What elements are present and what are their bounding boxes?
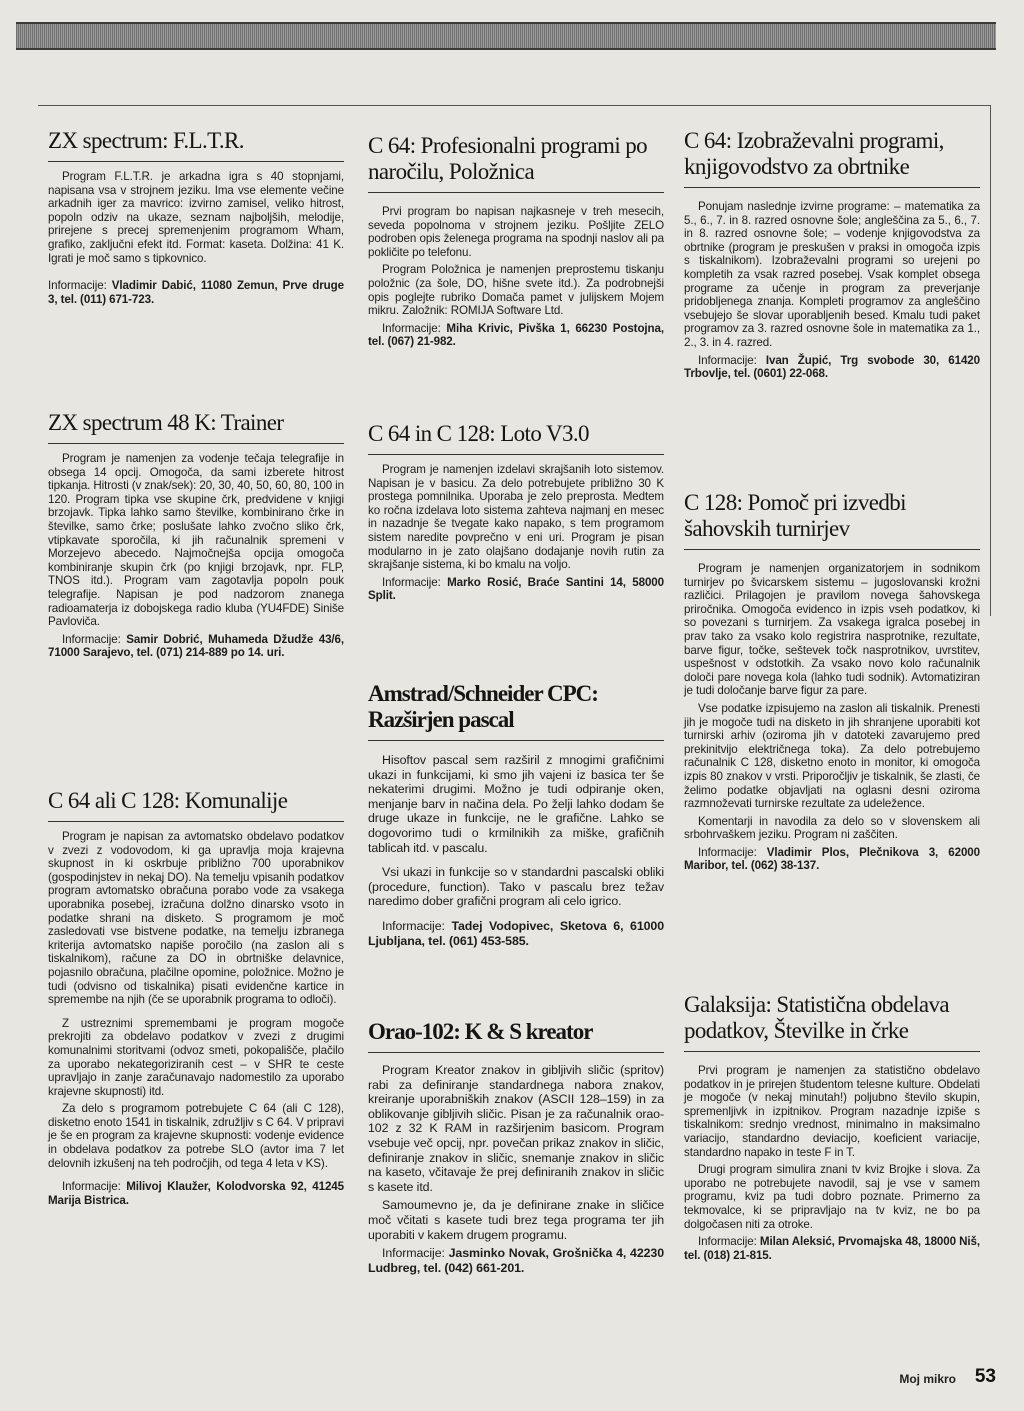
- article-paragraph: Drugi program simulira znani tv kviz Brojke i slova. Za uporabo ne potrebujete navodil, saj je vse v samem programu, kviz pa tudi dobro poznate. Primerno za tekmovalce, ki se pripravljajo na tv kviz, ne bo pa dolgočasen niti za otroke.: [684, 1163, 980, 1231]
- article-body: [368, 753, 664, 948]
- article-info: [48, 279, 344, 306]
- article-paragraph: Za delo s programom potrebujete C 64 (ali C 128), disketno enoto 1541 in tiskalnik, združljiv s C 64. V pripravi je še en program za krajevne skupnosti: vodenje evidence in obdelava podatkov za potrebe SLO (avtor ima 7 let delovnih izkušenj na teh področjih, od tega 4 leta v KS).: [48, 1102, 344, 1170]
- article-info: [368, 322, 664, 349]
- info-value: Ivan Župić, Trg svobode 30, 61420 Trbovlje, tel. (0601) 22-068.: [684, 353, 980, 381]
- article-title: C 64 in C 128: Loto V3.0: [368, 421, 664, 455]
- article-body: [368, 463, 664, 603]
- article-zx-fltr: [48, 128, 344, 306]
- article-title: Amstrad/Schneider CPC: Razširjen pascal: [368, 681, 664, 741]
- article-paragraph: Program je napisan za avtomatsko obdelavo podatkov v zvezi z vodovodom, ki ga upravlja moja krajevna skupnost in ki oskrbuje približno 700 uporabnikov (gospodinjstev in nekaj DO). Na temelju vpisanih podatkov program avtomatsko obračuna porabo vode za vsakega uporabnika posebej, izračuna dolžno dinarsko vsoto in podatke shrani na disketo. S programom je moč zasledovati vse bistvene podatke, na temelju izbranega kriterija avtomatsko napiše poročilo (na zaslon ali s tiskalnikom), račune za DO in obrtniške delavnice, pojasnilo obračuna, plačilne opomine, položnice. Možno je tudi (odvisno od tiskalnika) pisati evidenčne kartice in spremembe na njih (če se uporabnik programa to odloči).: [48, 830, 344, 1007]
- info-label: Informacije:: [382, 575, 441, 589]
- article-title: C 128: Pomoč pri izvedbi šahovskih turnirjev: [684, 490, 980, 550]
- article-zx-trainer: [48, 410, 344, 660]
- article-body: [48, 170, 344, 306]
- article-paragraph: Program je namenjen organizatorjem in sodnikom turnirjev po švicarskem sistemu – jugoslovanski krožni različici. Prilagojen je pravilom novega šahovskega priročnika. Omogoča evidenco in izpis vseh podatkov, ki so povezani s turnirjem. Za vsakega igralca posebej in prav tako za vsako kolo registrira nasprotnike, rezultate, barve figur, točke, seštevek točk nasprotnikov, uvrstitev, uspešnost v odstotkih. Za vsako novo kolo računalnik določi pare novega kola (lahko tudi sodnik). Avtomatiziran je tudi določanje barve figur za pare.: [684, 562, 980, 698]
- article-body: [368, 205, 664, 349]
- info-value: Marko Rosić, Braće Santini 14, 58000 Split.: [368, 575, 664, 603]
- article-paragraph: Program Položnica je namenjen preprostemu tiskanju položnic (za šole, DO, hišne svete itd.). Za podrobnejši opis poglejte rubriko Domača pamet v julijskem Mojem mikru. Založnik: ROMIJA Software Ltd.: [368, 263, 664, 318]
- top-decorative-band: [16, 22, 996, 50]
- article-info: [368, 1246, 664, 1275]
- article-info: [684, 846, 980, 873]
- article-paragraph: Samoumevno je, da je definirane znake in sličice moč včitati s kasete tudi brez tega programa ter jih uporabiti v kakem drugem programu.: [368, 1198, 664, 1242]
- article-body: [368, 1063, 664, 1275]
- magazine-name: Moj mikro: [899, 1372, 956, 1386]
- info-value: Vladimir Plos, Plečnikova 3, 62000 Maribor, tel. (062) 38-137.: [684, 845, 980, 873]
- article-title: Galaksija: Statistična obdelava podatkov, Številke in črke: [684, 992, 980, 1052]
- article-title: ZX spectrum: F.L.T.R.: [48, 128, 344, 162]
- article-komunalije: [48, 788, 344, 1207]
- article-title: C 64: Profesionalni programi po naročilu, Položnica: [368, 133, 664, 193]
- article-paragraph: Program F.L.T.R. je arkadna igra s 40 stopnjami, napisana vsa v strojnem jeziku. Ima vse elemente večine arkadnih iger za mavrico: izvirno zamisel, veliko hitrost, popoln odziv na ukaze, seznam najboljših, melodije, prirejene s precej spremenjenim programom Wham, grafiko, zaključni efekt itd. Format: kaseta. Dolžina: 41 K. Igrati je moč samo s tipkovnico.: [48, 170, 344, 265]
- article-title: ZX spectrum 48 K: Trainer: [48, 410, 344, 444]
- article-orao-kreator: [368, 1019, 664, 1275]
- info-label: Informacije:: [382, 1246, 445, 1261]
- article-info: [48, 633, 344, 660]
- article-body: [684, 1064, 980, 1262]
- info-value: Miha Krivic, Pivška 1, 66230 Postojna, tel. (067) 21-982.: [368, 321, 664, 349]
- article-sahovski-turnirji: [684, 490, 980, 873]
- article-paragraph: Prvi program je namenjen za statistično obdelavo podatkov in je prirejen študentom telesne kulture. Obdelati je mogoče (v nekaj minutah!) poljubno število skupin, spremenljivk in izpitnikov. Program nazadnje izpiše s tiskalnikom: srednjo vrednost, minimalno in maksimalno variacijo, standardno deviacijo, koeficient variacije, standardno napako in teste F in T.: [684, 1064, 980, 1159]
- article-info: [368, 576, 664, 603]
- article-info: [684, 354, 980, 381]
- info-label: Informacije:: [62, 632, 121, 646]
- article-info: [684, 1235, 980, 1262]
- page-number: 53: [974, 1366, 996, 1387]
- article-loto: [368, 421, 664, 603]
- article-info: [48, 1180, 344, 1207]
- article-paragraph: Program je namenjen izdelavi skrajšanih loto sistemov. Napisan je v basicu. Za delo potrebujete približno 30 K prostega pomnilnika. Uporaba je zelo preprosta. Medtem ko ročna izdelava loto sistema zahteva najmanj en mesec in nazadnje še tvegate kako napako, s tem programom sistem naredite povprečno v eni uri. Program je pisan modularno in je zato olajšano dodajanje novih rutin za skrajšanje sistema, ki bo kmalu na voljo.: [368, 463, 664, 572]
- info-value: Jasminko Novak, Grošnička 4, 42230 Ludbreg, tel. (042) 661-201.: [368, 1246, 664, 1275]
- article-body: [684, 200, 980, 381]
- info-value: Milan Aleksić, Prvomajska 48, 18000 Niš, tel. (018) 21-815.: [684, 1235, 980, 1262]
- article-paragraph: Prvi program bo napisan najkasneje v treh mesecih, seveda popolnoma v strojnem jeziku. Pošljite ZELO podroben opis želenega programa na spodnji naslov ali pa pokličite po telefonu.: [368, 205, 664, 259]
- article-paragraph: Program Kreator znakov in gibljivih sličic (spritov) rabi za definiranje standardnega nabora znakov, kreiranje uporabniških znakov (ASCII 128–159) in za oblikovanje gibljivih sličic. Pisan je za računalnik orao-102 z 32 K RAM in razširjenim basicom. Program vsebuje več opcij, npr. povečan prikaz znakov in sličic, definiranje znakov in sličic, snemanje znakov in sličic na kaseto, včitavaje že prej definiranih znakov in sličic s kasete itd.: [368, 1063, 664, 1194]
- info-label: Informacije:: [48, 279, 107, 293]
- article-paragraph: Hisoftov pascal sem razširil z mnogimi grafičnimi ukazi in funkcijami, ki smo jih vajeni iz basica ter še nekaterimi drugimi. Možno je tudi odpiranje oken, menjanje barv in načina dela. Po želji lahko dodam še druge ukaze in funkcije, ne le grafične. Lahko se dogovorimo tudi o krmilnikih za miške, grafičnih tablicah itd. v pascalu.: [368, 753, 664, 855]
- article-galaksija: [684, 992, 980, 1262]
- article-paragraph: Z ustreznimi spremembami je program mogoče prekrojiti za obdelavo podatkov v zvezi z drugimi komunalnimi storitvami (odvoz smeti, pokopališče, plačilo za uporabo nekategoriziranih cest – v SHR te ceste upravljajo in zanje zaračunavajo nadomestilo za uporabo krajevne skupnosti) itd.: [48, 1016, 344, 1098]
- article-title: C 64 ali C 128: Komunalije: [48, 788, 344, 822]
- article-info: [368, 919, 664, 948]
- info-value: Milivoj Klaužer, Kolodvorska 92, 41245 Marija Bistrica.: [48, 1180, 344, 1207]
- info-label: Informacije:: [698, 845, 757, 859]
- info-value: Vladimir Dabić, 11080 Zemun, Prve druge 3, tel. (011) 671-723.: [48, 279, 344, 306]
- info-label: Informacije:: [698, 1235, 757, 1249]
- page-footer: [860, 1366, 1000, 1390]
- info-value: Samir Dobrić, Muhameda Džudže 43/6, 71000 Sarajevo, tel. (071) 214-889 po 14. uri.: [48, 632, 345, 660]
- article-title: C 64: Izobraževalni programi, knjigovodstvo za obrtnike: [684, 128, 980, 188]
- info-label: Informacije:: [382, 321, 441, 335]
- info-label: Informacije:: [698, 353, 757, 367]
- article-paragraph: Komentarji in navodila za delo so v slovenskem ali srbohrvaškem jeziku. Program ni zaščiten.: [684, 814, 980, 842]
- article-izobrazevalni-programi: [684, 128, 980, 381]
- info-value: Tadej Vodopivec, Sketova 6, 61000 Ljubljana, tel. (061) 453-585.: [368, 918, 664, 948]
- info-label: Informacije:: [62, 1180, 121, 1194]
- article-paragraph: Ponujam naslednje izvirne programe: – matematika za 5., 6., 7. in 8. razred osnovne šole; angleščina za 5., 6., 7. in 8. razred osnovne šole; – vodenje knjigovodstva za obrtnike (program je preskušen v praksi in omogoča izpis s tiskalnikom). Izobraževalni programi so urejeni po kompletih za vsak razred posebej. Vsak komplet obsega programe za učenje in program za preverjanje pridobljenega znanja. Kompleti programov za angleščino vsebujejo še slovar uporabljenih besed. Kmalu tudi paket programov za 3. razred osnovne šole in matematika za 1., 2., 3. in 4. razred.: [684, 200, 980, 349]
- article-body: [48, 452, 344, 660]
- article-body: [684, 562, 980, 873]
- article-amstrad-pascal: [368, 681, 664, 948]
- article-body: [48, 830, 344, 1207]
- article-profesionalni-programi: [368, 133, 664, 349]
- article-paragraph: Vse podatke izpisujemo na zaslon ali tiskalnik. Prenesti jih je mogoče tudi na disketo in jih shranjene uporabiti kot turnirski arhiv (oziroma jih v datoteki zavarujemo pred prekinitvijo električnega toka). Za delo potrebujemo računalnik C 128, disketno enoto in monitor, ki omogoča izpis 80 znakov v vrsti. Priporočljiv je tiskalnik, še zlasti, če želimo podatke objavljati na oglasni desni oziroma razmnoževati turnirske rezultate za udeležence.: [684, 701, 980, 811]
- article-title: Orao-102: K & S kreator: [368, 1019, 664, 1053]
- article-paragraph: Program je namenjen za vodenje tečaja telegrafije in obsega 14 opcij. Omogoča, da sami izberete hitrost tipkanja. Hitrosti (v znak/sek): 20, 30, 40, 50, 60, 80, 100 in 120. Program tipka vse skupine črk, predvidene v knjigi brzojavk. Tipka lahko samo številke, kombinirano črke in številke, samo črke; poslušate lahko zvočno sliko črk, vtipkavate sporočila, ki jih računalnik spremeni v Morzejevo abecedo. Najmočnejša opcija omogoča kombiniranje skupin črk (po knjigi brzojavk, npr. FLP, TNOS itd.). Program vam zagotavlja popoln pouk telegrafije. Napisan je pod nadzorom znanega radioamaterja iz dobojskega radio kluba (YU4FDE) Siniše Pavloviča.: [48, 452, 344, 629]
- article-paragraph: Vsi ukazi in funkcije so v standardni pascalski obliki (procedure, function). Tako v pascalu brez težav naredimo dober grafični program ali celo igrico.: [368, 865, 664, 909]
- info-label: Informacije:: [382, 918, 445, 933]
